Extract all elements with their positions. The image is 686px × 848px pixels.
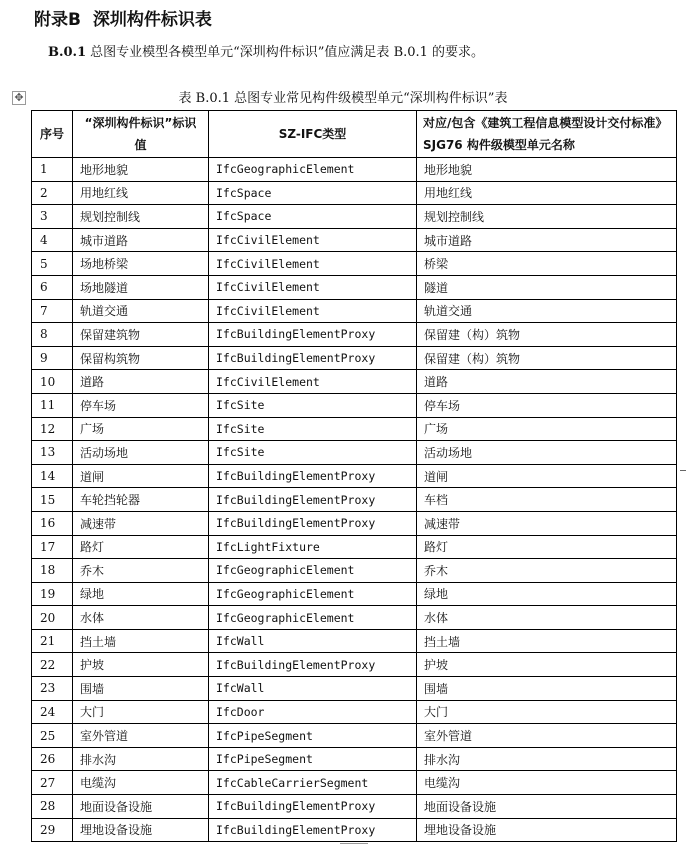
- row-identifier: 地形地貌: [73, 158, 209, 182]
- header-num: 序号: [32, 111, 73, 158]
- table-row: [32, 629, 677, 653]
- row-identifier: 室外管道: [73, 724, 209, 748]
- row-identifier: 车轮挡轮器: [73, 488, 209, 512]
- table-row: [32, 299, 677, 323]
- row-sjg-name: 用地红线: [417, 181, 677, 205]
- appendix-title: 深圳构件标识表: [92, 10, 212, 30]
- row-number: 13: [32, 441, 73, 465]
- row-identifier: 广场: [73, 417, 209, 441]
- row-number: 12: [32, 417, 73, 441]
- row-number: 18: [32, 559, 73, 583]
- row-number: 21: [32, 629, 73, 653]
- row-identifier: 绿地: [73, 582, 209, 606]
- row-identifier: 地面设备设施: [73, 795, 209, 819]
- row-sjg-name: 规划控制线: [417, 205, 677, 229]
- row-sjg-name: 电缆沟: [417, 771, 677, 795]
- row-sjg-name: 围墙: [417, 677, 677, 701]
- row-number: 6: [32, 275, 73, 299]
- row-ifc-type: IfcLightFixture: [209, 535, 417, 559]
- row-ifc-type: IfcCivilElement: [209, 252, 417, 276]
- table-row: [32, 228, 677, 252]
- row-identifier: 路灯: [73, 535, 209, 559]
- row-ifc-type: IfcCivilElement: [209, 370, 417, 394]
- row-number: 7: [32, 299, 73, 323]
- header-sjg-name: 对应/包含《建筑工程信息模型设计交付标准》SJG76 构件级模型单元名称: [417, 111, 677, 158]
- row-sjg-name: 绿地: [417, 582, 677, 606]
- row-number: 14: [32, 464, 73, 488]
- row-ifc-type: IfcWall: [209, 677, 417, 701]
- table-row: [32, 700, 677, 724]
- row-ifc-type: IfcPipeSegment: [209, 724, 417, 748]
- table-row: [32, 559, 677, 583]
- row-sjg-name: 广场: [417, 417, 677, 441]
- row-identifier: 围墙: [73, 677, 209, 701]
- row-identifier: 乔木: [73, 559, 209, 583]
- table-body: [32, 158, 677, 842]
- row-number: 25: [32, 724, 73, 748]
- table-row: [32, 464, 677, 488]
- row-identifier: 轨道交通: [73, 299, 209, 323]
- table-row: [32, 747, 677, 771]
- row-sjg-name: 排水沟: [417, 747, 677, 771]
- row-ifc-type: IfcCivilElement: [209, 299, 417, 323]
- table-row: [32, 370, 677, 394]
- table-row: [32, 441, 677, 465]
- row-number: 19: [32, 582, 73, 606]
- row-sjg-name: 乔木: [417, 559, 677, 583]
- row-identifier: 护坡: [73, 653, 209, 677]
- row-ifc-type: IfcSite: [209, 393, 417, 417]
- row-identifier: 道路: [73, 370, 209, 394]
- table-row: [32, 818, 677, 842]
- row-number: 9: [32, 346, 73, 370]
- row-sjg-name: 大门: [417, 700, 677, 724]
- row-identifier: 保留构筑物: [73, 346, 209, 370]
- table-caption: 表 B.0.1 总图专业常见构件级模型单元“深圳构件标识”表: [178, 91, 508, 106]
- table-row: [32, 252, 677, 276]
- row-identifier: 挡土墙: [73, 629, 209, 653]
- row-sjg-name: 护坡: [417, 653, 677, 677]
- row-ifc-type: IfcBuildingElementProxy: [209, 488, 417, 512]
- row-ifc-type: IfcBuildingElementProxy: [209, 511, 417, 535]
- row-sjg-name: 埋地设备设施: [417, 818, 677, 842]
- row-ifc-type: IfcBuildingElementProxy: [209, 653, 417, 677]
- table-row: [32, 181, 677, 205]
- row-sjg-name: 活动场地: [417, 441, 677, 465]
- row-identifier: 场地隧道: [73, 275, 209, 299]
- clause-text: 总图专业模型各模型单元“深圳构件标识”值应满足表 B.0.1 的要求。: [90, 45, 485, 60]
- row-sjg-name: 城市道路: [417, 228, 677, 252]
- row-identifier: 活动场地: [73, 441, 209, 465]
- table-row: [32, 488, 677, 512]
- row-sjg-name: 保留建（构）筑物: [417, 323, 677, 347]
- page-break-mark: [340, 843, 368, 847]
- row-sjg-name: 路灯: [417, 535, 677, 559]
- row-number: 24: [32, 700, 73, 724]
- row-identifier: 大门: [73, 700, 209, 724]
- row-ifc-type: IfcBuildingElementProxy: [209, 818, 417, 842]
- row-sjg-name: 地面设备设施: [417, 795, 677, 819]
- margin-mark: [680, 470, 686, 471]
- row-sjg-name: 隧道: [417, 275, 677, 299]
- header-identifier: “深圳构件标识”标识值: [73, 111, 209, 158]
- row-ifc-type: IfcCableCarrierSegment: [209, 771, 417, 795]
- row-number: 5: [32, 252, 73, 276]
- row-identifier: 规划控制线: [73, 205, 209, 229]
- row-identifier: 停车场: [73, 393, 209, 417]
- row-identifier: 排水沟: [73, 747, 209, 771]
- row-number: 11: [32, 393, 73, 417]
- row-sjg-name: 室外管道: [417, 724, 677, 748]
- row-sjg-name: 水体: [417, 606, 677, 630]
- table-row: [32, 346, 677, 370]
- table-row: [32, 323, 677, 347]
- row-sjg-name: 车档: [417, 488, 677, 512]
- row-identifier: 水体: [73, 606, 209, 630]
- row-sjg-name: 减速带: [417, 511, 677, 535]
- row-number: 4: [32, 228, 73, 252]
- intro-paragraph: [48, 43, 484, 63]
- row-number: 22: [32, 653, 73, 677]
- row-ifc-type: IfcBuildingElementProxy: [209, 795, 417, 819]
- row-number: 29: [32, 818, 73, 842]
- row-ifc-type: IfcBuildingElementProxy: [209, 323, 417, 347]
- row-ifc-type: IfcSpace: [209, 205, 417, 229]
- row-identifier: 用地红线: [73, 181, 209, 205]
- row-sjg-name: 保留建（构）筑物: [417, 346, 677, 370]
- row-identifier: 埋地设备设施: [73, 818, 209, 842]
- header-ifc-type: SZ-IFC类型: [209, 111, 417, 158]
- table-row: [32, 795, 677, 819]
- row-number: 16: [32, 511, 73, 535]
- table-row: [32, 393, 677, 417]
- row-identifier: 场地桥梁: [73, 252, 209, 276]
- appendix-code: 附录B: [34, 10, 81, 30]
- row-number: 20: [32, 606, 73, 630]
- table-row: [32, 677, 677, 701]
- row-number: 23: [32, 677, 73, 701]
- row-identifier: 城市道路: [73, 228, 209, 252]
- table-row: [32, 771, 677, 795]
- row-ifc-type: IfcSite: [209, 417, 417, 441]
- row-number: 2: [32, 181, 73, 205]
- table-row: [32, 724, 677, 748]
- row-identifier: 保留建筑物: [73, 323, 209, 347]
- move-icon[interactable]: ✥: [12, 91, 26, 105]
- table-row: [32, 275, 677, 299]
- row-number: 1: [32, 158, 73, 182]
- table-header-row: [32, 111, 677, 158]
- identifier-table: [31, 110, 677, 842]
- row-sjg-name: 轨道交通: [417, 299, 677, 323]
- row-number: 17: [32, 535, 73, 559]
- row-ifc-type: IfcBuildingElementProxy: [209, 464, 417, 488]
- clause-number: B.0.1: [48, 45, 87, 60]
- row-number: 15: [32, 488, 73, 512]
- row-identifier: 减速带: [73, 511, 209, 535]
- row-ifc-type: IfcSpace: [209, 181, 417, 205]
- table-row: [32, 653, 677, 677]
- row-number: 10: [32, 370, 73, 394]
- row-ifc-type: IfcDoor: [209, 700, 417, 724]
- table-row: [32, 205, 677, 229]
- row-ifc-type: IfcGeographicElement: [209, 158, 417, 182]
- table-row: [32, 582, 677, 606]
- row-sjg-name: 地形地貌: [417, 158, 677, 182]
- row-sjg-name: 停车场: [417, 393, 677, 417]
- row-identifier: 道闸: [73, 464, 209, 488]
- row-sjg-name: 道路: [417, 370, 677, 394]
- row-ifc-type: IfcSite: [209, 441, 417, 465]
- table-row: [32, 511, 677, 535]
- row-ifc-type: IfcGeographicElement: [209, 559, 417, 583]
- row-ifc-type: IfcCivilElement: [209, 228, 417, 252]
- appendix-heading: [34, 8, 212, 32]
- row-ifc-type: IfcBuildingElementProxy: [209, 346, 417, 370]
- row-number: 26: [32, 747, 73, 771]
- row-number: 28: [32, 795, 73, 819]
- row-ifc-type: IfcGeographicElement: [209, 582, 417, 606]
- row-ifc-type: IfcCivilElement: [209, 275, 417, 299]
- table-row: [32, 606, 677, 630]
- table-row: [32, 535, 677, 559]
- row-ifc-type: IfcGeographicElement: [209, 606, 417, 630]
- table-row: [32, 417, 677, 441]
- row-identifier: 电缆沟: [73, 771, 209, 795]
- row-number: 27: [32, 771, 73, 795]
- row-sjg-name: 挡土墙: [417, 629, 677, 653]
- table-row: [32, 158, 677, 182]
- row-ifc-type: IfcPipeSegment: [209, 747, 417, 771]
- row-number: 8: [32, 323, 73, 347]
- row-number: 3: [32, 205, 73, 229]
- row-sjg-name: 桥梁: [417, 252, 677, 276]
- row-sjg-name: 道闸: [417, 464, 677, 488]
- row-ifc-type: IfcWall: [209, 629, 417, 653]
